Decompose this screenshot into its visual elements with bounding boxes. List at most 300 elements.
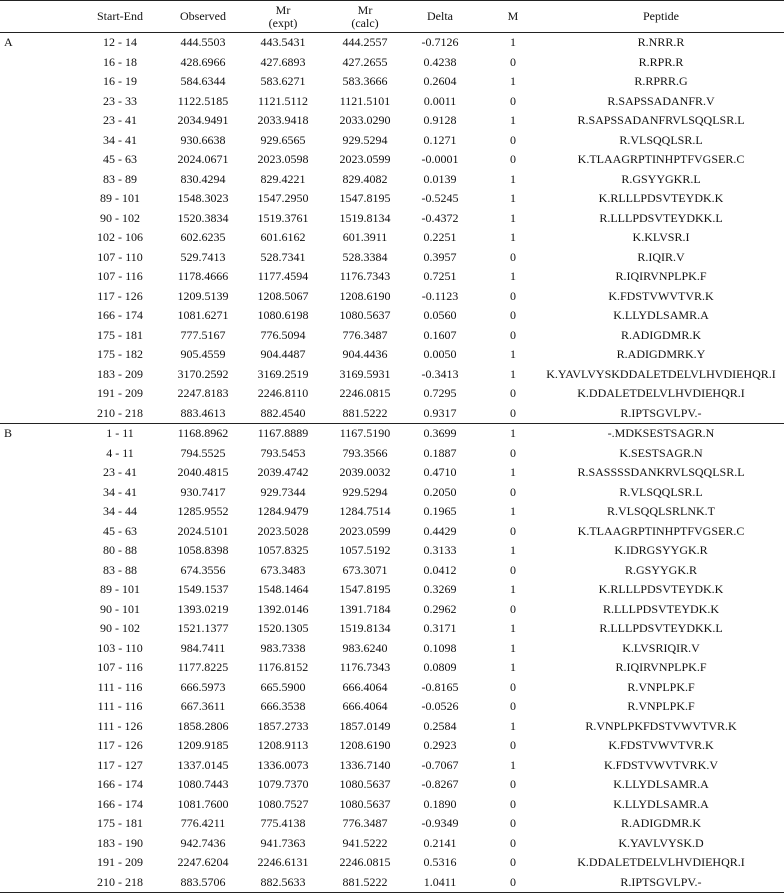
header-m: M [494,1,532,23]
m-cell: 0 [494,775,532,795]
mr-calc-cell: 983.6240 [326,639,404,659]
peptide-cell: K.YAVLVYSKDDALETDELVLHVDIEHQR.I [540,365,782,385]
table-row [0,326,784,346]
delta-cell: 0.1887 [406,444,474,464]
peptide-cell: R.LLLPDSVTEYDKK.L [540,619,782,639]
delta-cell: 0.1890 [406,795,474,815]
table-row [0,267,784,287]
m-cell: 0 [494,853,532,873]
mr-expt-cell: 904.4487 [244,345,322,365]
mr-calc-cell: 881.5222 [326,873,404,893]
mr-calc-cell: 2246.0815 [326,384,404,404]
start-end-cell: 166 - 174 [84,306,156,326]
header-start-end: Start-End [84,1,156,23]
observed-cell: 930.7417 [164,483,242,503]
observed-cell: 1858.2806 [164,717,242,737]
section-label: B [4,424,44,444]
m-cell: 0 [494,53,532,73]
mr-expt-cell: 793.5453 [244,444,322,464]
peptide-cell: R.IQIRVNPLPK.F [540,658,782,678]
delta-cell: 0.0011 [406,92,474,112]
peptide-cell: R.GSYYGK.R [540,561,782,581]
mr-calc-cell: 444.2557 [326,33,404,53]
peptide-cell: R.RPRR.G [540,72,782,92]
mr-expt-cell: 601.6162 [244,228,322,248]
start-end-cell: 16 - 18 [84,53,156,73]
start-end-cell: 103 - 110 [84,639,156,659]
peptide-cell: -.MDKSESTSAGR.N [540,424,782,444]
m-cell: 0 [494,306,532,326]
mr-calc-cell: 776.3487 [326,326,404,346]
observed-cell: 1209.5139 [164,287,242,307]
mr-calc-cell: 2246.0815 [326,853,404,873]
delta-cell: 0.1607 [406,326,474,346]
start-end-cell: 107 - 116 [84,658,156,678]
mr-expt-cell: 776.5094 [244,326,322,346]
delta-cell: -0.7126 [406,33,474,53]
observed-cell: 942.7436 [164,834,242,854]
mr-expt-cell: 2246.8110 [244,384,322,404]
peptide-cell: K.RLLLPDSVTEYDK.K [540,580,782,600]
table-row [0,131,784,151]
mr-expt-cell: 666.3538 [244,697,322,717]
mr-calc-cell: 1121.5101 [326,92,404,112]
mr-calc-cell: 1167.5190 [326,424,404,444]
observed-cell: 883.4613 [164,404,242,424]
mr-calc-cell: 3169.5931 [326,365,404,385]
header-mr-calc [326,1,404,30]
table-row [0,170,784,190]
observed-cell: 2247.6204 [164,853,242,873]
mr-expt-cell: 829.4221 [244,170,322,190]
table-row [0,365,784,385]
table-row [0,541,784,561]
table-row [0,92,784,112]
header-mr-calc-line1: Mr [326,4,404,17]
start-end-cell: 183 - 209 [84,365,156,385]
observed-cell: 2040.4815 [164,463,242,483]
start-end-cell: 210 - 218 [84,404,156,424]
m-cell: 0 [494,384,532,404]
table-row [0,600,784,620]
mr-expt-cell: 929.7344 [244,483,322,503]
mr-expt-cell: 673.3483 [244,561,322,581]
table-row [0,522,784,542]
header-group [4,1,44,4]
start-end-cell: 191 - 209 [84,853,156,873]
observed-cell: 1080.7443 [164,775,242,795]
peptide-cell: K.DDALETDELVLHVDIEHQR.I [540,384,782,404]
mr-expt-cell: 1519.3761 [244,209,322,229]
m-cell: 0 [494,678,532,698]
table-row [0,561,784,581]
m-cell: 1 [494,756,532,776]
observed-cell: 794.5525 [164,444,242,464]
start-end-cell: 45 - 63 [84,150,156,170]
delta-cell: 0.9128 [406,111,474,131]
delta-cell: 0.0412 [406,561,474,581]
delta-cell: 0.7251 [406,267,474,287]
delta-cell: -0.7067 [406,756,474,776]
mr-expt-cell: 3169.2519 [244,365,322,385]
delta-cell: 0.7295 [406,384,474,404]
header-mr-expt [244,1,322,30]
m-cell: 0 [494,814,532,834]
observed-cell: 1058.8398 [164,541,242,561]
table-row [0,345,784,365]
peptide-cell: R.IPTSGVLPV.- [540,404,782,424]
mr-calc-cell: 929.5294 [326,483,404,503]
m-cell: 1 [494,580,532,600]
mr-calc-cell: 1080.5637 [326,795,404,815]
m-cell: 1 [494,365,532,385]
mr-calc-cell: 1547.8195 [326,580,404,600]
start-end-cell: 175 - 182 [84,345,156,365]
start-end-cell: 175 - 181 [84,326,156,346]
delta-cell: -0.9349 [406,814,474,834]
m-cell: 1 [494,228,532,248]
delta-cell: 0.4710 [406,463,474,483]
delta-cell: 0.4429 [406,522,474,542]
mr-calc-cell: 673.3071 [326,561,404,581]
delta-cell: 0.0139 [406,170,474,190]
observed-cell: 1209.9185 [164,736,242,756]
mr-calc-cell: 829.4082 [326,170,404,190]
observed-cell: 444.5503 [164,33,242,53]
observed-cell: 1081.6271 [164,306,242,326]
m-cell: 0 [494,326,532,346]
start-end-cell: 80 - 88 [84,541,156,561]
m-cell: 1 [494,463,532,483]
peptide-cell: R.SAPSSADANFRVLSQQLSR.L [540,111,782,131]
mr-expt-cell: 1167.8889 [244,424,322,444]
table-row [0,717,784,737]
peptide-cell: R.VNPLPKFDSTVWVTVR.K [540,717,782,737]
mr-expt-cell: 443.5431 [244,33,322,53]
observed-cell: 1520.3834 [164,209,242,229]
start-end-cell: 45 - 63 [84,522,156,542]
m-cell: 1 [494,639,532,659]
table-row [0,72,784,92]
peptide-cell: R.GSYYGKR.L [540,170,782,190]
table-row [0,248,784,268]
mr-calc-cell: 2023.0599 [326,150,404,170]
observed-cell: 883.5706 [164,873,242,893]
header-mr-expt-line2: (expt) [244,17,322,30]
m-cell: 1 [494,717,532,737]
m-cell: 0 [494,600,532,620]
delta-cell: -0.8165 [406,678,474,698]
peptide-cell: K.LLYDLSAMR.A [540,306,782,326]
header-delta: Delta [406,1,474,23]
m-cell: 1 [494,33,532,53]
mr-calc-cell: 2033.0290 [326,111,404,131]
start-end-cell: 89 - 101 [84,580,156,600]
mr-expt-cell: 427.6893 [244,53,322,73]
mr-expt-cell: 1121.5112 [244,92,322,112]
observed-cell: 602.6235 [164,228,242,248]
mr-calc-cell: 1176.7343 [326,658,404,678]
m-cell: 0 [494,248,532,268]
m-cell: 0 [494,131,532,151]
peptide-cell: R.VLSQQLSR.L [540,483,782,503]
m-cell: 0 [494,697,532,717]
mr-calc-cell: 1080.5637 [326,306,404,326]
start-end-cell: 23 - 41 [84,463,156,483]
start-end-cell: 90 - 102 [84,619,156,639]
start-end-cell: 23 - 33 [84,92,156,112]
delta-cell: 0.1098 [406,639,474,659]
mr-calc-cell: 904.4436 [326,345,404,365]
mr-calc-cell: 776.3487 [326,814,404,834]
mr-calc-cell: 881.5222 [326,404,404,424]
observed-cell: 905.4559 [164,345,242,365]
mr-calc-cell: 1176.7343 [326,267,404,287]
table-row [0,853,784,873]
table-row [0,53,784,73]
peptide-cell: R.VNPLPK.F [540,678,782,698]
observed-cell: 667.3611 [164,697,242,717]
mr-expt-cell: 2033.9418 [244,111,322,131]
peptide-cell: R.RPR.R [540,53,782,73]
m-cell: 0 [494,287,532,307]
table-body [0,33,784,893]
mr-calc-cell: 1057.5192 [326,541,404,561]
start-end-cell: 117 - 127 [84,756,156,776]
table-row [0,814,784,834]
peptide-cell: R.NRR.R [540,33,782,53]
observed-cell: 1521.1377 [164,619,242,639]
header-observed: Observed [164,1,242,23]
table-row [0,697,784,717]
mr-expt-cell: 1176.8152 [244,658,322,678]
start-end-cell: 90 - 101 [84,600,156,620]
start-end-cell: 16 - 19 [84,72,156,92]
table-row [0,444,784,464]
start-end-cell: 183 - 190 [84,834,156,854]
mr-calc-cell: 1391.7184 [326,600,404,620]
start-end-cell: 117 - 126 [84,736,156,756]
table-row [0,678,784,698]
mr-calc-cell: 2023.0599 [326,522,404,542]
mr-calc-cell: 941.5222 [326,834,404,854]
mr-expt-cell: 1547.2950 [244,189,322,209]
m-cell: 0 [494,795,532,815]
start-end-cell: 107 - 110 [84,248,156,268]
table-row [0,404,784,424]
peptide-cell: R.ADIGDMRK.Y [540,345,782,365]
table-row [0,384,784,404]
start-end-cell: 111 - 116 [84,678,156,698]
table-row [0,639,784,659]
observed-cell: 3170.2592 [164,365,242,385]
delta-cell: 1.0411 [406,873,474,893]
observed-cell: 1168.8962 [164,424,242,444]
mr-expt-cell: 1284.9479 [244,502,322,522]
observed-cell: 2024.5101 [164,522,242,542]
start-end-cell: 23 - 41 [84,111,156,131]
m-cell: 0 [494,483,532,503]
start-end-cell: 34 - 41 [84,131,156,151]
observed-cell: 1178.4666 [164,267,242,287]
peptide-cell: K.FDSTVWVTVR.K [540,287,782,307]
mr-calc-cell: 1336.7140 [326,756,404,776]
table-row [0,189,784,209]
start-end-cell: 34 - 44 [84,502,156,522]
peptide-cell: R.VNPLPK.F [540,697,782,717]
start-end-cell: 1 - 11 [84,424,156,444]
peptide-cell: K.FDSTVWVTVR.K [540,736,782,756]
peptide-cell: R.VLSQQLSRLNK.T [540,502,782,522]
delta-cell: 0.2962 [406,600,474,620]
mr-expt-cell: 1057.8325 [244,541,322,561]
mr-expt-cell: 1208.5067 [244,287,322,307]
observed-cell: 428.6966 [164,53,242,73]
mr-expt-cell: 1857.2733 [244,717,322,737]
m-cell: 1 [494,345,532,365]
peptide-cell: R.IQIR.V [540,248,782,268]
table-row [0,33,784,53]
delta-cell: 0.0050 [406,345,474,365]
table-row [0,658,784,678]
start-end-cell: 83 - 88 [84,561,156,581]
m-cell: 1 [494,209,532,229]
delta-cell: 0.3269 [406,580,474,600]
table-row [0,483,784,503]
table-row [0,873,784,893]
mr-calc-cell: 666.4064 [326,697,404,717]
delta-cell: -0.0001 [406,150,474,170]
start-end-cell: 166 - 174 [84,775,156,795]
peptide-cell: R.VLSQQLSR.L [540,131,782,151]
table-row [0,775,784,795]
start-end-cell: 107 - 116 [84,267,156,287]
m-cell: 0 [494,444,532,464]
start-end-cell: 117 - 126 [84,287,156,307]
start-end-cell: 12 - 14 [84,33,156,53]
observed-cell: 2024.0671 [164,150,242,170]
observed-cell: 1122.5185 [164,92,242,112]
start-end-cell: 166 - 174 [84,795,156,815]
mr-expt-cell: 1392.0146 [244,600,322,620]
peptide-cell: R.ADIGDMR.K [540,814,782,834]
mr-expt-cell: 882.4540 [244,404,322,424]
peptide-cell: K.IDRGSYYGK.R [540,541,782,561]
m-cell: 1 [494,619,532,639]
mr-expt-cell: 1079.7370 [244,775,322,795]
mr-calc-cell: 1208.6190 [326,287,404,307]
start-end-cell: 210 - 218 [84,873,156,893]
delta-cell: 0.2604 [406,72,474,92]
mr-expt-cell: 1548.1464 [244,580,322,600]
mr-calc-cell: 528.3384 [326,248,404,268]
delta-cell: 0.3133 [406,541,474,561]
start-end-cell: 34 - 41 [84,483,156,503]
peptide-cell: R.ADIGDMR.K [540,326,782,346]
delta-cell: 0.0809 [406,658,474,678]
mr-calc-cell: 1519.8134 [326,619,404,639]
section-label: A [4,33,44,53]
mr-calc-cell: 1857.0149 [326,717,404,737]
table-row [0,111,784,131]
observed-cell: 529.7413 [164,248,242,268]
observed-cell: 984.7411 [164,639,242,659]
m-cell: 0 [494,736,532,756]
peptide-cell: K.LVSRIQIR.V [540,639,782,659]
observed-cell: 584.6344 [164,72,242,92]
mr-calc-cell: 583.3666 [326,72,404,92]
observed-cell: 1393.0219 [164,600,242,620]
start-end-cell: 191 - 209 [84,384,156,404]
observed-cell: 776.4211 [164,814,242,834]
start-end-cell: 90 - 102 [84,209,156,229]
table-row [0,834,784,854]
observed-cell: 1081.7600 [164,795,242,815]
observed-cell: 2247.8183 [164,384,242,404]
m-cell: 0 [494,404,532,424]
table-row [0,228,784,248]
m-cell: 1 [494,267,532,287]
delta-cell: 0.3957 [406,248,474,268]
m-cell: 1 [494,658,532,678]
delta-cell: 0.2584 [406,717,474,737]
mr-calc-cell: 1519.8134 [326,209,404,229]
mr-calc-cell: 601.3911 [326,228,404,248]
peptide-cell: K.TLAAGRPTINHPTFVGSER.C [540,150,782,170]
mr-calc-cell: 1080.5637 [326,775,404,795]
delta-cell: 0.9317 [406,404,474,424]
table-row [0,580,784,600]
mr-calc-cell: 666.4064 [326,678,404,698]
delta-cell: -0.3413 [406,365,474,385]
m-cell: 1 [494,170,532,190]
m-cell: 1 [494,111,532,131]
observed-cell: 2034.9491 [164,111,242,131]
start-end-cell: 83 - 89 [84,170,156,190]
delta-cell: 0.2050 [406,483,474,503]
peptide-cell: K.DDALETDELVLHVDIEHQR.I [540,853,782,873]
observed-cell: 666.5973 [164,678,242,698]
table-row [0,463,784,483]
delta-cell: 0.1271 [406,131,474,151]
mr-expt-cell: 2039.4742 [244,463,322,483]
mr-expt-cell: 1520.1305 [244,619,322,639]
table-row [0,795,784,815]
peptide-cell: R.SAPSSADANFR.V [540,92,782,112]
start-end-cell: 111 - 126 [84,717,156,737]
start-end-cell: 175 - 181 [84,814,156,834]
m-cell: 0 [494,873,532,893]
table-header [0,0,784,33]
start-end-cell: 89 - 101 [84,189,156,209]
mr-calc-cell: 793.3566 [326,444,404,464]
table-row [0,423,784,444]
mr-expt-cell: 528.7341 [244,248,322,268]
mr-calc-cell: 1547.8195 [326,189,404,209]
observed-cell: 830.4294 [164,170,242,190]
table-row [0,502,784,522]
table-row [0,287,784,307]
start-end-cell: 111 - 116 [84,697,156,717]
delta-cell: 0.2251 [406,228,474,248]
mr-expt-cell: 1208.9113 [244,736,322,756]
mr-expt-cell: 882.5633 [244,873,322,893]
peptide-cell: R.LLLPDSVTEYDK.K [540,600,782,620]
mr-expt-cell: 2023.0598 [244,150,322,170]
peptide-cell: K.FDSTVWVTVRK.V [540,756,782,776]
header-peptide: Peptide [540,1,782,23]
m-cell: 1 [494,502,532,522]
